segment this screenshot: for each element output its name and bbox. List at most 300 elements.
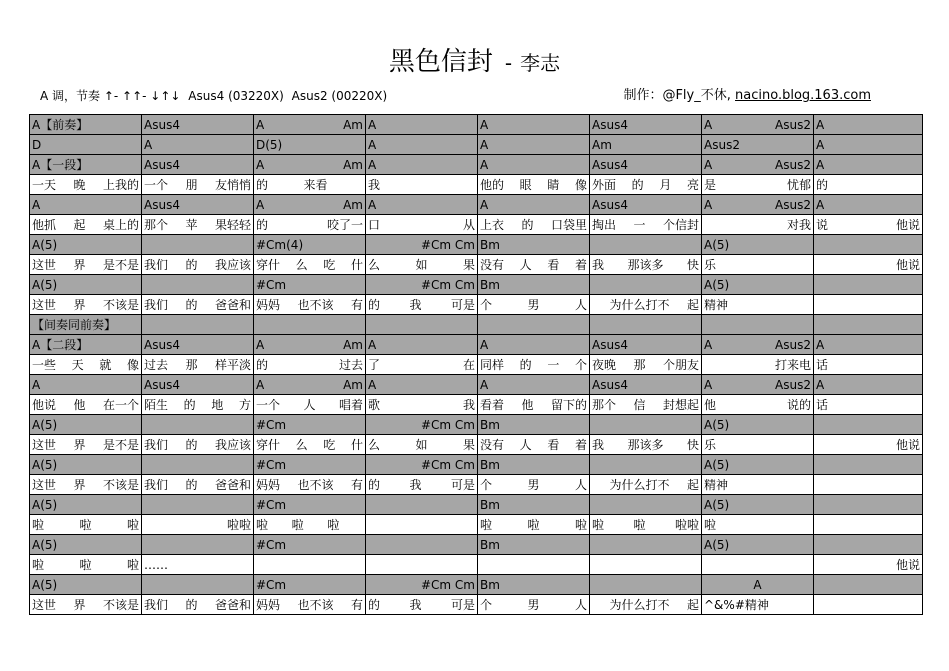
lyric-text: 地: [211, 397, 224, 412]
lyric-text: ^&%#精神: [704, 597, 769, 612]
cell-content: [480, 576, 587, 594]
chord-cell: [702, 155, 814, 175]
cell-content: [480, 516, 587, 534]
chord-row: [30, 415, 923, 435]
lyric-cell: [478, 175, 590, 195]
chord-label: Asus2: [775, 157, 811, 172]
lyric-cell: [30, 175, 142, 195]
lyric-cell: [366, 215, 478, 235]
cell-content: [592, 216, 699, 234]
lyric-text: 口袋里: [550, 217, 587, 232]
cell-content: [704, 496, 811, 514]
lyric-text: 的: [256, 217, 269, 232]
chord-cell: [590, 415, 702, 435]
chord-label: A(5): [704, 457, 730, 472]
lyric-text: 一: [633, 217, 646, 232]
cell-content: [816, 336, 920, 354]
chord-label: Bm: [480, 457, 500, 472]
chord-label: A: [256, 377, 265, 392]
cell-content: [592, 156, 699, 174]
lyric-text: 月: [659, 177, 672, 192]
lyric-cell: [478, 215, 590, 235]
cell-content: [592, 336, 699, 354]
lyric-text: 界: [73, 477, 86, 492]
lyric-text: 话: [816, 357, 829, 372]
cell-content: [32, 336, 139, 354]
lyric-cell: [590, 355, 702, 375]
lyric-text: 个: [480, 297, 493, 312]
chord-cell: [366, 335, 478, 355]
lyric-text: 啦: [633, 517, 646, 532]
lyric-text: 的: [185, 477, 198, 492]
lyric-text: 人: [574, 297, 587, 312]
chord-cell: [590, 275, 702, 295]
chord-cell: [702, 115, 814, 135]
cell-content: [480, 376, 587, 394]
chord-cell: [702, 235, 814, 255]
lyric-cell: [142, 215, 254, 235]
cell-content: [592, 116, 699, 134]
lyric-cell: [142, 475, 254, 495]
cell-content: [144, 356, 251, 374]
lyric-cell: [814, 555, 923, 575]
chord-cell: [814, 155, 923, 175]
chord-cell: [142, 235, 254, 255]
lyric-text: 么: [295, 257, 308, 272]
chord-cell: [254, 495, 366, 515]
cell-content: [256, 216, 363, 234]
lyric-text: 男: [527, 477, 540, 492]
lyric-text: 为什么打不: [609, 597, 670, 612]
lyric-cell: [30, 255, 142, 275]
chord-cell: [702, 335, 814, 355]
cell-content: [32, 256, 139, 274]
lyric-cell: [478, 515, 590, 535]
cell-content: [704, 156, 811, 174]
cell-content: [704, 536, 811, 554]
chord-label: #Cm: [256, 577, 287, 592]
chord-cell: [590, 315, 702, 335]
chord-label: #Cm: [256, 277, 287, 292]
cell-content: [32, 476, 139, 494]
chord-cell: [254, 135, 366, 155]
chord-cell: [254, 375, 366, 395]
chord-cell: [590, 495, 702, 515]
cell-content: [816, 156, 920, 174]
cell-content: [32, 556, 139, 574]
lyric-text: 吃: [323, 257, 336, 272]
cell-content: [368, 156, 475, 174]
chord-cell: [142, 335, 254, 355]
lyric-cell: [702, 355, 814, 375]
chord-label: A(5): [704, 497, 730, 512]
lyric-cell: [30, 515, 142, 535]
lyric-text: 的: [256, 177, 269, 192]
chord-label: A: [368, 197, 377, 212]
cell-content: [592, 256, 699, 274]
lyric-text: 我应该: [214, 437, 251, 452]
chord-label: A(5): [32, 237, 58, 252]
lyric-row: [30, 595, 923, 615]
cell-content: [368, 136, 475, 154]
chord-cell: [702, 275, 814, 295]
cell-content: [704, 256, 811, 274]
lyric-text: 啦: [527, 517, 540, 532]
lyric-text: 那该多: [627, 437, 664, 452]
chord-label: Asus2: [775, 197, 811, 212]
lyric-text: 看着: [480, 397, 505, 412]
lyric-cell: [702, 435, 814, 455]
chord-label: A: [816, 337, 825, 352]
lyric-text: 也不该: [297, 477, 334, 492]
lyric-text: 啦啦: [674, 517, 699, 532]
chord-cell: [590, 195, 702, 215]
chord-label: A(5): [32, 537, 58, 552]
lyric-text: 亮: [686, 177, 699, 192]
cell-content: [144, 436, 251, 454]
chord-label: Am: [343, 377, 363, 392]
lyric-cell: [366, 475, 478, 495]
chord-cell: [254, 155, 366, 175]
lyric-text: 精神: [704, 477, 729, 492]
lyric-cell: [478, 595, 590, 615]
chord-cell: [590, 575, 702, 595]
chord-label: A: [256, 157, 265, 172]
chord-cell: [478, 535, 590, 555]
cell-content: [368, 216, 475, 234]
chord-cell: [478, 195, 590, 215]
lyric-cell: [366, 435, 478, 455]
cell-content: [144, 376, 251, 394]
cell-content: [32, 456, 139, 474]
chord-label: A: [32, 197, 41, 212]
lyric-text: 夜晚: [592, 357, 617, 372]
lyric-text: 说的: [786, 397, 811, 412]
lyric-text: 那该多: [627, 257, 664, 272]
cell-content: [592, 176, 699, 194]
lyric-text: 来看: [303, 177, 328, 192]
chord-cell: [142, 195, 254, 215]
chord-row: [30, 455, 923, 475]
chord-cell: [814, 375, 923, 395]
chord-cell: [366, 575, 478, 595]
lyric-text: 精神: [704, 297, 729, 312]
chord-cell: [702, 375, 814, 395]
cell-content: [256, 516, 363, 534]
lyric-text: 的: [368, 297, 381, 312]
lyric-text: 说: [816, 217, 829, 232]
cell-content: [592, 396, 699, 414]
lyric-text: 为什么打不: [609, 297, 670, 312]
cell-content: [32, 376, 139, 394]
cell-content: [480, 276, 587, 294]
cell-content: [144, 296, 251, 314]
chord-label: A: [256, 117, 265, 132]
cell-content: [256, 276, 363, 294]
chord-cell: [702, 195, 814, 215]
lyric-text: 有: [350, 297, 363, 312]
chord-cell: [142, 275, 254, 295]
cell-content: [368, 416, 475, 434]
chord-cell: [142, 375, 254, 395]
lyric-cell: [254, 355, 366, 375]
lyric-cell: [142, 295, 254, 315]
lyric-text: 么: [368, 437, 381, 452]
chord-label: #Cm: [256, 457, 287, 472]
lyric-cell: [30, 395, 142, 415]
lyric-text: 界: [73, 257, 86, 272]
lyric-cell: [254, 395, 366, 415]
chord-cell: [366, 315, 478, 335]
chord-label: A(5): [704, 237, 730, 252]
lyric-cell: [478, 555, 590, 575]
lyric-text: 我们: [144, 297, 169, 312]
chord-label: A: [704, 197, 713, 212]
cell-content: [256, 456, 363, 474]
lyric-cell: [30, 215, 142, 235]
lyric-text: 方: [238, 397, 251, 412]
chord-label: Bm: [480, 577, 500, 592]
lyric-text: 打来电: [774, 357, 811, 372]
cell-content: [480, 596, 587, 614]
chord-label: #Cm Cm: [420, 417, 475, 432]
cell-content: [592, 196, 699, 214]
chord-row: [30, 155, 923, 175]
lyric-row: [30, 255, 923, 275]
cell-content: [816, 216, 920, 234]
chord-label: Asus2: [775, 377, 811, 392]
chord-cell: [366, 495, 478, 515]
lyric-row: [30, 475, 923, 495]
cell-content: [480, 476, 587, 494]
chord-cell: [814, 535, 923, 555]
lyric-text: 妈妈: [256, 597, 281, 612]
lyric-text: 有: [350, 477, 363, 492]
chord-label: Asus4: [144, 337, 180, 352]
lyric-text: 这世: [32, 477, 57, 492]
lyric-text: 了: [368, 357, 381, 372]
cell-content: [592, 596, 699, 614]
chord-cell: [30, 135, 142, 155]
chord-cell: [814, 135, 923, 155]
lyric-cell: [702, 555, 814, 575]
lyric-cell: [30, 475, 142, 495]
chord-cell: [254, 415, 366, 435]
chord-cell: [254, 195, 366, 215]
lyric-text: ……: [144, 557, 168, 572]
lyric-text: 在一个: [102, 397, 139, 412]
cell-content: [480, 116, 587, 134]
cell-content: [256, 136, 363, 154]
chord-label: A: [32, 377, 41, 392]
lyric-text: 就: [99, 357, 112, 372]
lyric-cell: [254, 475, 366, 495]
lyric-text: 那: [633, 357, 646, 372]
lyric-text: 样平淡: [214, 357, 251, 372]
lyric-text: 歌: [368, 397, 381, 412]
cell-content: [368, 376, 475, 394]
lyric-cell: [254, 515, 366, 535]
lyric-text: 着: [574, 437, 587, 452]
lyric-cell: [254, 255, 366, 275]
lyric-text: 这世: [32, 437, 57, 452]
cell-content: [144, 396, 251, 414]
lyric-cell: [814, 355, 923, 375]
lyric-cell: [590, 395, 702, 415]
chord-cell: [142, 415, 254, 435]
lyric-text: 他的: [480, 177, 505, 192]
lyric-text: 可是: [450, 597, 475, 612]
chord-cell: [590, 535, 702, 555]
lyric-text: 爸爸和: [214, 297, 251, 312]
cell-content: [368, 236, 475, 254]
lyric-cell: [814, 395, 923, 415]
chord-cell: [254, 275, 366, 295]
cell-content: [256, 596, 363, 614]
lyric-text: 啦: [256, 517, 269, 532]
chord-cell: [366, 275, 478, 295]
chord-cell: [478, 275, 590, 295]
credit: [623, 88, 871, 104]
lyric-text: 妈妈: [256, 297, 281, 312]
chord-cell: [366, 535, 478, 555]
lyric-text: 啦: [327, 517, 340, 532]
lyric-text: 起: [686, 597, 699, 612]
chord-label: Am: [343, 157, 363, 172]
lyric-text: 我: [592, 437, 605, 452]
cell-content: [256, 236, 363, 254]
lyric-text: 个信封: [662, 217, 699, 232]
key-info: [40, 88, 391, 104]
lyric-cell: [142, 355, 254, 375]
lyric-text: 掏出: [592, 217, 617, 232]
cell-content: [368, 396, 475, 414]
lyric-text: 对我: [786, 217, 811, 232]
lyric-cell: [366, 295, 478, 315]
credit-link[interactable]: nacino.blog.163.com: [735, 88, 871, 103]
cell-content: [368, 596, 475, 614]
lyric-text: 快: [686, 437, 699, 452]
lyric-text: 天: [71, 357, 84, 372]
cell-content: [480, 536, 587, 554]
chord-cell: [814, 115, 923, 135]
chord-label: #Cm: [256, 497, 287, 512]
lyric-text: 咬了一: [326, 217, 363, 232]
chord-cell: [142, 115, 254, 135]
cell-content: [480, 356, 587, 374]
chord-cell: [478, 235, 590, 255]
lyric-text: 一天: [32, 177, 57, 192]
lyric-text: 穿什: [256, 437, 281, 452]
lyric-text: 留下的: [550, 397, 587, 412]
cell-content: [32, 116, 139, 134]
cell-content: [480, 396, 587, 414]
lyric-text: 也不该: [297, 597, 334, 612]
lyric-cell: [142, 515, 254, 535]
lyric-cell: [590, 215, 702, 235]
lyric-text: 没有: [480, 437, 505, 452]
chord-cell: [478, 335, 590, 355]
cell-content: [256, 356, 363, 374]
lyric-text: 啦: [592, 517, 605, 532]
lyric-text: 如: [415, 257, 428, 272]
lyric-cell: [478, 395, 590, 415]
lyric-text: 一个: [256, 397, 281, 412]
cell-content: [256, 576, 363, 594]
lyric-cell: [814, 435, 923, 455]
cell-content: [144, 116, 251, 134]
chord-cell: [814, 275, 923, 295]
key-rhythm: A 调，节奏 ↑- ↑↑- ↓↑↓: [40, 89, 181, 103]
lyric-cell: [478, 295, 590, 315]
chord-label: A: [368, 157, 377, 172]
lyric-text: 可是: [450, 297, 475, 312]
chord-label: #Cm Cm: [420, 577, 475, 592]
cell-content: [704, 376, 811, 394]
lyric-text: 啦: [32, 517, 45, 532]
lyric-text: 他: [704, 397, 717, 412]
chord-cell: [590, 455, 702, 475]
chord-label: #Cm Cm: [420, 457, 475, 472]
lyric-text: 睛: [547, 177, 560, 192]
lyric-text: 眼: [519, 177, 532, 192]
lyric-text: 封想起: [662, 397, 699, 412]
lyric-text: 这世: [32, 257, 57, 272]
chord-label: Asus4: [592, 157, 628, 172]
lyric-text: 我: [409, 477, 422, 492]
lyric-text: 可是: [450, 477, 475, 492]
chord-cell: [142, 535, 254, 555]
lyric-text: 的: [368, 477, 381, 492]
chord-row: [30, 135, 923, 155]
chord-cell: [366, 375, 478, 395]
cell-content: [816, 176, 920, 194]
lyric-text: 晚: [73, 177, 86, 192]
cell-content: [368, 176, 475, 194]
lyric-text: 那个: [592, 397, 617, 412]
chord-label: A: [480, 337, 489, 352]
chord-cell: [142, 495, 254, 515]
lyric-text: 从: [462, 217, 475, 232]
chord-row: [30, 575, 923, 595]
lyric-cell: [814, 215, 923, 235]
cell-content: [480, 196, 587, 214]
lyric-text: 看: [547, 437, 560, 452]
lyric-text: 看: [547, 257, 560, 272]
cell-content: [816, 256, 920, 274]
cell-content: [704, 456, 811, 474]
cell-content: [256, 196, 363, 214]
cell-content: [256, 116, 363, 134]
cell-content: [32, 436, 139, 454]
lyric-row: [30, 295, 923, 315]
song-title: [0, 44, 949, 81]
cell-content: [704, 116, 811, 134]
chord-cell: [478, 575, 590, 595]
title-text: 黑色信封: [388, 47, 493, 77]
lyric-text: 我: [368, 177, 381, 192]
cell-content: [32, 136, 139, 154]
chord-label: A: [816, 197, 825, 212]
chord-label: Asus2: [704, 137, 740, 152]
lyric-text: 乐: [704, 437, 717, 452]
lyric-text: 朋: [185, 177, 198, 192]
chord-cell: [30, 315, 142, 335]
chord-cell: [478, 115, 590, 135]
cell-content: [144, 136, 251, 154]
chord-shape-asus2: Asus2 (00220X): [291, 89, 388, 103]
cell-content: [704, 356, 811, 374]
